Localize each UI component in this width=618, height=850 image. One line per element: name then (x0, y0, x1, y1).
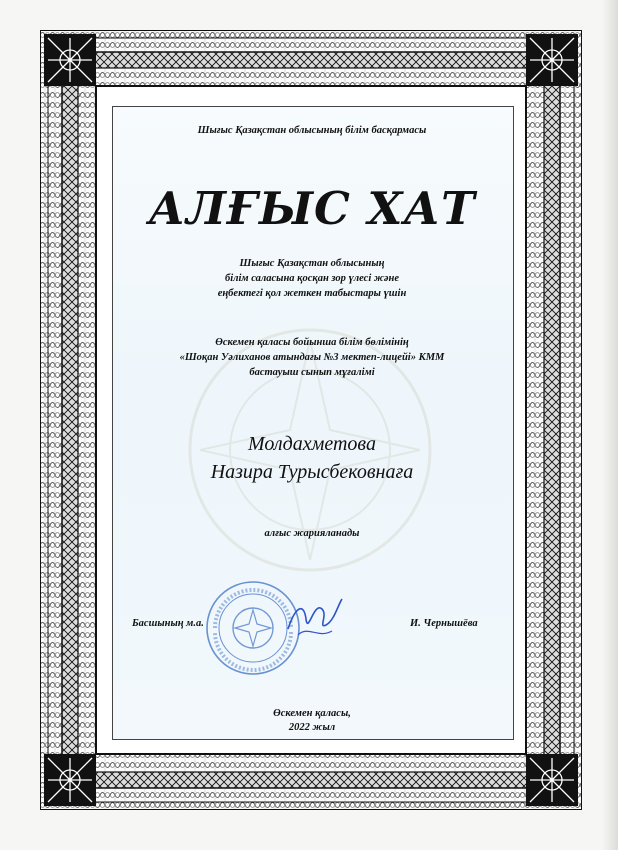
reason-line: білім саласына қосқан зор үлесі және (224, 273, 400, 284)
position-paragraph (112, 335, 512, 380)
reason-paragraph (112, 256, 512, 301)
position-line: бастауыш сынып мұғалімі (249, 367, 375, 378)
recipient-name (112, 430, 512, 486)
issuer-heading: Шығыс Қазақстан облысының білім басқармасы (197, 125, 427, 136)
scan-edge-shadow (602, 0, 618, 850)
position-line: Өскемен қаласы бойынша білім бөлімінің (215, 337, 409, 348)
position-line: «Шоқан Уәлиханов атындағы №3 мектеп-лицейі» КММ (179, 352, 445, 363)
reason-line: Шығыс Қазақстан облысының (239, 258, 385, 269)
signatory-name: И. Чернышёва (410, 618, 478, 629)
year-line: 2022 жыл (288, 722, 336, 733)
place-line: Өскемен қаласы, (273, 708, 351, 719)
recipient-surname: Молдахметова (248, 433, 376, 455)
announcement-text: алғыс жарияланады (264, 528, 360, 539)
recipient-given-names: Назира Турысбековнаға (210, 461, 414, 483)
place-and-date (112, 707, 512, 735)
document-title: АЛҒЫС ХАТ (148, 182, 476, 235)
reason-line: еңбектегі қол жеткен табыстары үшін (217, 288, 407, 299)
handwritten-signature-icon (284, 595, 344, 643)
signatory-title: Басшының м.а. (132, 618, 204, 629)
